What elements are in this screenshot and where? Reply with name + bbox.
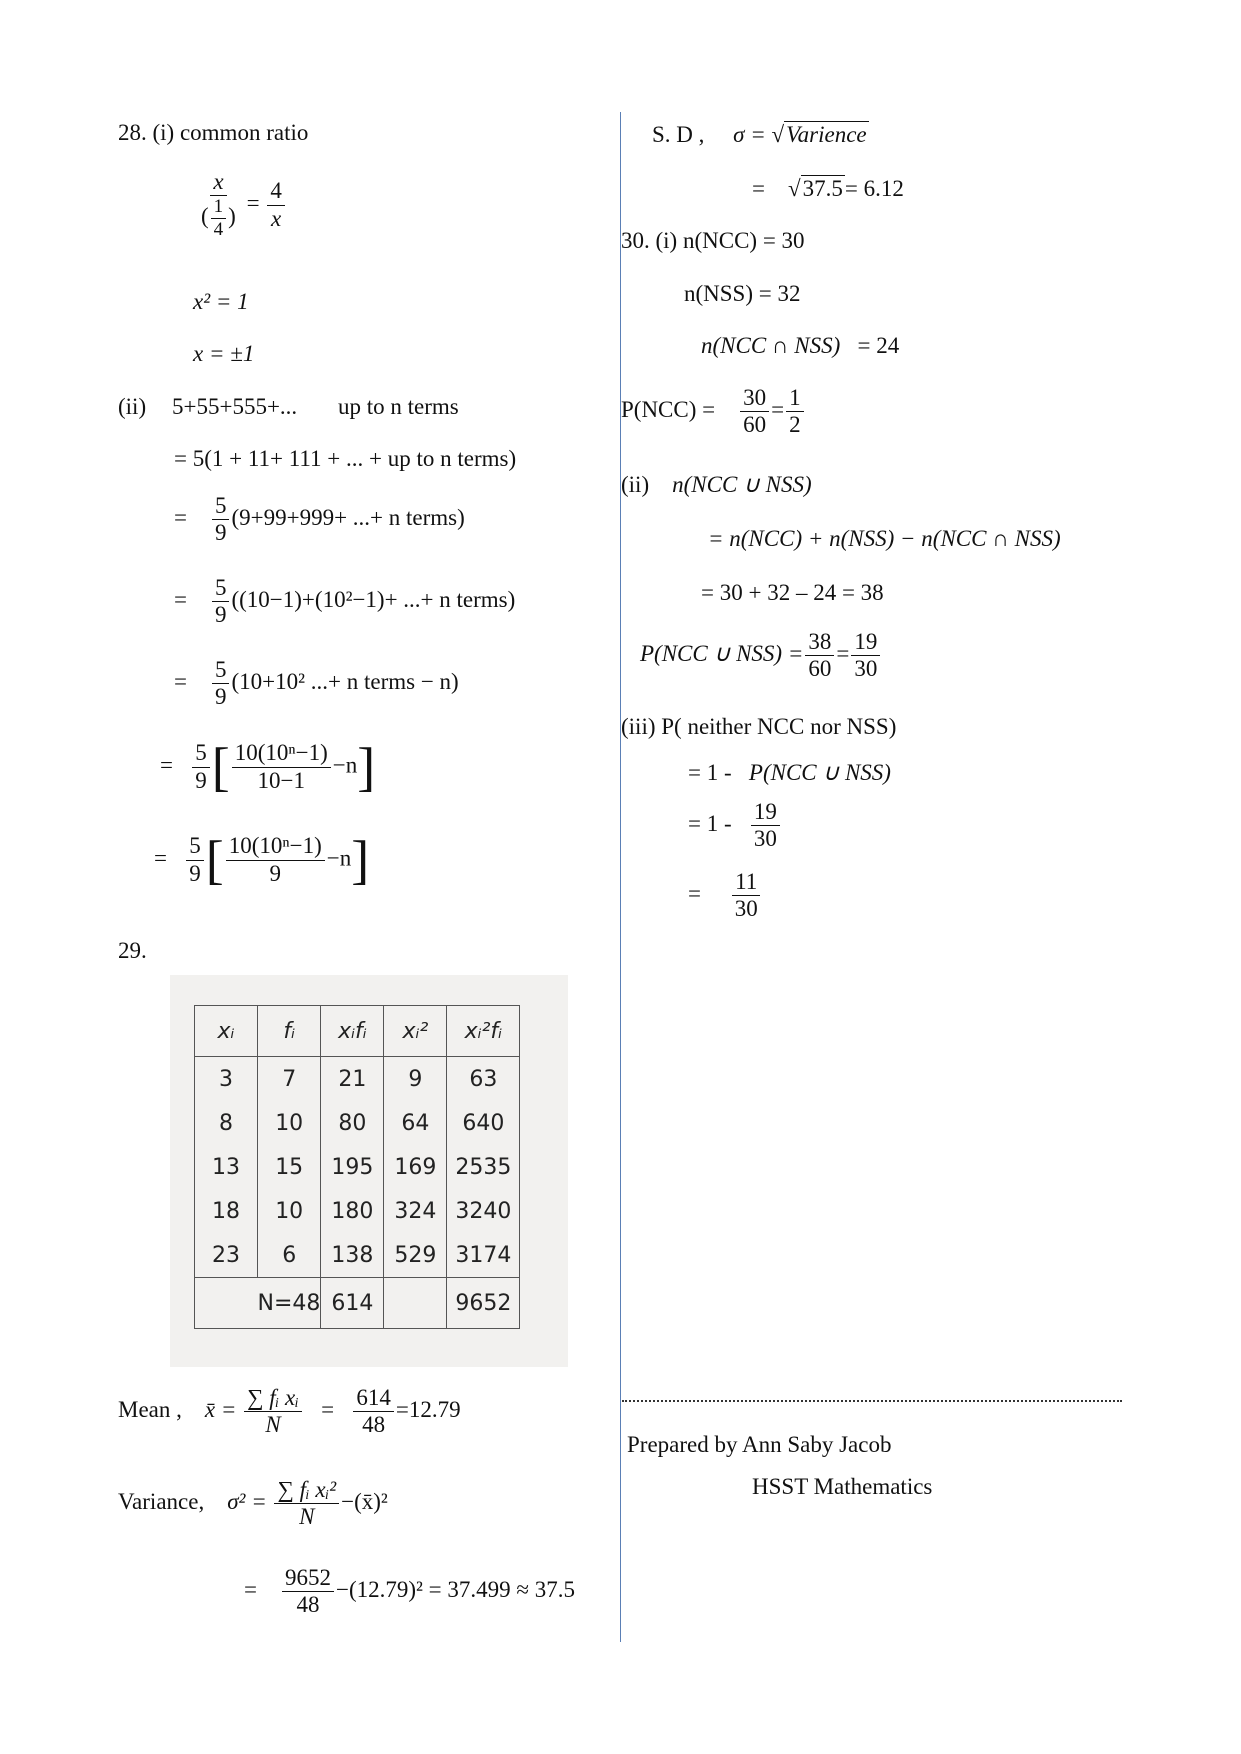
q30-i-line: 30. (i) n(NCC) = 30	[621, 228, 805, 253]
q28-step2: = $\frac{5}{9}$ (9+99+999+ ...+ n terms)	[174, 493, 465, 546]
q28-step3: = $\frac{5}{9}$ ((10−1)+(10²−1)+ ...+ n terms)	[174, 575, 516, 628]
q28-step5: = $\frac{5}{9}$ [ $\frac{\text{10(10ⁿ−1)}}{10-1}$ −n]	[160, 737, 376, 797]
table-header: xᵢfᵢ	[321, 1006, 384, 1057]
table-cell: 3174	[447, 1233, 520, 1278]
column-divider	[620, 112, 621, 1642]
q30-ii-probability: P(NCC ∪ NSS) = $\frac{38}{60}$ = $\frac{19}{30}$	[640, 630, 882, 681]
table-cell: 18	[195, 1189, 258, 1233]
q30-ii-step2: = 30 + 32 – 24 = 38	[701, 580, 884, 605]
table-cell: 13	[195, 1145, 258, 1189]
frequency-table-photo	[170, 975, 568, 1367]
table-cell: 9	[384, 1057, 447, 1102]
table-cell: 9652	[447, 1278, 520, 1329]
table-cell: 180	[321, 1189, 384, 1233]
table-cell: 640	[447, 1101, 520, 1145]
variance-result: = $\frac{9652}{48}$ −(12.79)² = 37.499 ≈ 37.5	[244, 1565, 576, 1618]
q30-iii-step1: = 1 - P(NCC ∪ NSS)	[688, 760, 891, 785]
table-row	[195, 1057, 520, 1102]
table-cell: 21	[321, 1057, 384, 1102]
q30-iii-heading: (iii) P( neither NCC nor NSS)	[621, 714, 897, 739]
table-header: xᵢ²fᵢ	[447, 1006, 520, 1057]
table-cell: 63	[447, 1057, 520, 1102]
variance-formula: Variance, σ² = $\frac{\text{∑ fᵢ xᵢ²}}{N}$ −(x̄)²	[118, 1477, 388, 1530]
q28-step4: = $\frac{5}{9}$ (10+10² ...+ n terms − n)	[174, 657, 459, 710]
table-cell: 64	[384, 1101, 447, 1145]
q28-ii-label: (ii)	[118, 394, 147, 419]
table-cell: 10	[258, 1101, 321, 1145]
sd-result: = √37.5= 6.12	[752, 176, 904, 201]
table-header: fᵢ	[258, 1006, 321, 1057]
table-row	[195, 1233, 520, 1278]
q29-label: 29.	[118, 938, 147, 963]
ratio-lhs-fraction: x ( $\frac{1}{4}$ )	[201, 169, 236, 241]
q28-ii-series: 5+55+555+...	[172, 394, 298, 419]
q28-step1: = 5(1 + 11+ 111 + ... + up to n terms)	[174, 446, 517, 471]
q30-iii-step2: = 1 - $\frac{19}{30}$	[688, 800, 782, 851]
q30-iii-step3: = $\frac{11}{30}$	[688, 870, 763, 921]
table-totals-row	[195, 1278, 520, 1329]
table-cell	[384, 1278, 447, 1329]
footer-role: HSST Mathematics	[752, 1474, 933, 1499]
table-cell: 169	[384, 1145, 447, 1189]
table-cell: 324	[384, 1189, 447, 1233]
q28-ii-upto: up to n terms	[338, 394, 459, 419]
table-cell: 3	[195, 1057, 258, 1102]
table-row	[195, 1145, 520, 1189]
table-row	[195, 1189, 520, 1233]
q28-heading: 28. (i) common ratio	[118, 120, 309, 145]
table-cell	[195, 1278, 258, 1329]
q30-nss-line: n(NSS) = 32	[684, 281, 801, 306]
table-cell: 2535	[447, 1145, 520, 1189]
table-cell: 614	[321, 1278, 384, 1329]
table-row	[195, 1101, 520, 1145]
frequency-table	[194, 1005, 520, 1329]
table-header: xᵢ²	[384, 1006, 447, 1057]
table-cell: 80	[321, 1101, 384, 1145]
q30-ii-line: (ii) n(NCC ∪ NSS)	[621, 472, 812, 497]
table-cell: 23	[195, 1233, 258, 1278]
table-cell: 529	[384, 1233, 447, 1278]
sd-formula: S. D , σ = √Varience	[652, 122, 867, 147]
table-cell: 6	[258, 1233, 321, 1278]
table-cell: 15	[258, 1145, 321, 1189]
table-cell: 3240	[447, 1189, 520, 1233]
table-header-row	[195, 1006, 520, 1057]
table-header: xᵢ	[195, 1006, 258, 1057]
table-cell: 195	[321, 1145, 384, 1189]
x-squared-line: x² = 1	[193, 289, 249, 314]
x-plus-minus-line: x = ±1	[193, 341, 255, 366]
table-cell: 8	[195, 1101, 258, 1145]
table-cell: 10	[258, 1189, 321, 1233]
footer-prepared-by: Prepared by Ann Saby Jacob	[627, 1432, 892, 1457]
table-cell: 7	[258, 1057, 321, 1102]
ratio-rhs-fraction: $\frac{4}{x}$	[267, 179, 285, 230]
q28-ratio-equation: x ( $\frac{1}{4}$ ) = $\frac{4}{x}$	[196, 170, 287, 240]
table-cell: N=48	[258, 1278, 321, 1329]
table-cell: 138	[321, 1233, 384, 1278]
q28-step6: = $\frac{5}{9}$ [ $\frac{\text{10(10ⁿ−1)}}{9}$ −n]	[154, 830, 370, 890]
q30-ii-step1: = n(NCC) + n(NSS) − n(NCC ∩ NSS)	[708, 526, 1061, 551]
footer-dotted-separator	[622, 1400, 1122, 1402]
mean-formula: Mean , x̄ = $\frac{\text{∑ fᵢ xᵢ}}{N}$ = $\frac{614}{48}$ =12.79	[118, 1385, 461, 1438]
p-ncc-line: P(NCC) = $\frac{30}{60}$ = $\frac{1}{2}$	[621, 386, 806, 437]
q30-intersection-line: n(NCC ∩ NSS) = 24	[701, 333, 900, 358]
